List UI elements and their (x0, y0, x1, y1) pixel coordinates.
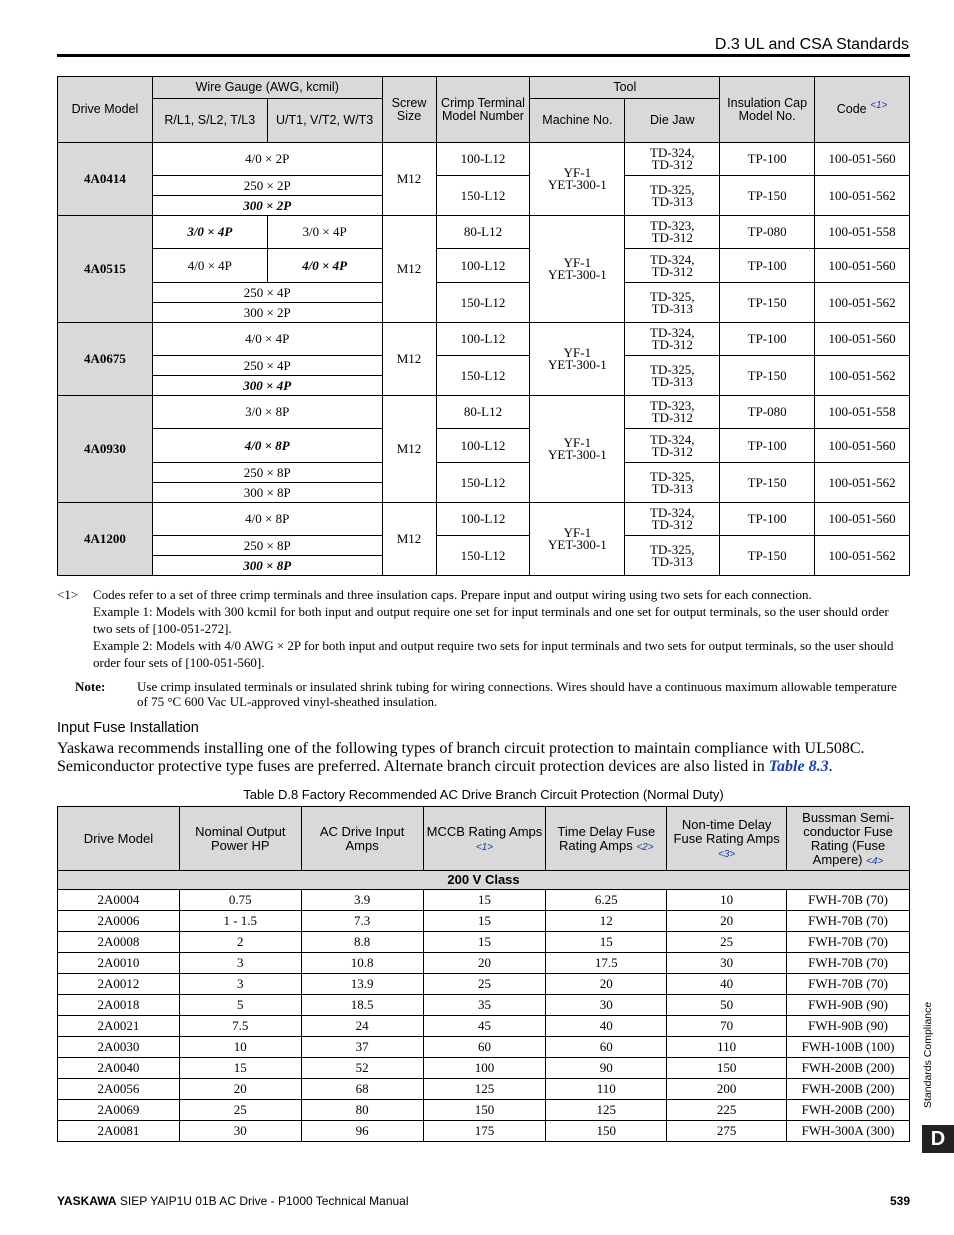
non-time-delay-cell: 50 (667, 995, 787, 1016)
input-amps-cell: 96 (301, 1121, 423, 1142)
wire-gauge-cell: 250 × 8P (152, 463, 382, 483)
die-line: TD-323, (650, 398, 695, 413)
subsection-heading: Input Fuse Installation (57, 720, 199, 736)
drive-model-cell: 2A0004 (58, 890, 180, 911)
code-cell: 100-051-560 (815, 429, 910, 463)
machine-no-cell (530, 216, 625, 323)
non-time-delay-cell: 225 (667, 1100, 787, 1121)
die-line: TD-324, (650, 145, 695, 160)
die-line: TD-312 (651, 230, 693, 245)
drive-model-cell: 2A0081 (58, 1121, 180, 1142)
col-tool: Tool (530, 77, 720, 99)
table-link[interactable]: Table 8.3 (768, 758, 829, 775)
intro-text: Yaskawa recommends installing one of the following types of branch circuit protection to maintain compliance with UL508C. Semiconductor protective type fuses are preferred. Alternate branch circuit protection devices are also listed in (57, 740, 865, 775)
die-line: TD-325, (650, 288, 695, 304)
time-delay-cell: 90 (546, 1058, 667, 1079)
table-row (58, 911, 910, 932)
footnote-ref-1[interactable]: <1> (870, 99, 888, 111)
die-jaw-cell (625, 283, 720, 323)
wire-gauge-cell: 300 × 2P (152, 196, 382, 216)
input-amps-cell: 8.8 (301, 932, 423, 953)
die-line: TD-313 (651, 373, 693, 389)
non-time-delay-label: Non-time Delay Fuse Rating Amps (673, 816, 780, 846)
bussman-cell: FWH-90B (90) (787, 1016, 910, 1037)
die-line: TD-313 (651, 300, 693, 316)
machine-no-cell (530, 143, 625, 216)
machine-line: YET-300-1 (548, 537, 607, 552)
table-row (58, 995, 910, 1016)
bussman-cell: FWH-70B (70) (787, 974, 910, 995)
input-amps-cell: 24 (301, 1016, 423, 1037)
output-power-cell: 25 (179, 1100, 301, 1121)
table-row (58, 932, 910, 953)
machine-line: YET-300-1 (548, 357, 607, 372)
section-title: D.3 UL and CSA Standards (714, 36, 909, 53)
col-time-delay (546, 807, 667, 871)
machine-line: YET-300-1 (548, 267, 607, 282)
wire-gauge-cell: 300 × 8P (152, 483, 382, 503)
output-power-cell: 7.5 (179, 1016, 301, 1037)
voltage-class-row: 200 V Class (58, 871, 910, 890)
insulation-cap-cell: TP-150 (720, 283, 815, 323)
input-amps-cell: 80 (301, 1100, 423, 1121)
screw-size-cell: M12 (382, 396, 436, 503)
die-jaw-cell (625, 503, 720, 536)
drive-model-cell: 2A0012 (58, 974, 180, 995)
output-power-cell: 0.75 (179, 890, 301, 911)
screw-size-cell: M12 (382, 216, 436, 323)
input-amps-cell: 52 (301, 1058, 423, 1079)
machine-line: YF-1 (563, 345, 592, 360)
drive-model-cell: 2A0030 (58, 1037, 180, 1058)
input-amps-cell: 18.5 (301, 995, 423, 1016)
mccb-cell: 35 (423, 995, 546, 1016)
output-power-cell: 20 (179, 1079, 301, 1100)
mccb-label: MCCB Rating Amps (426, 823, 543, 839)
code-cell: 100-051-558 (815, 216, 910, 249)
mccb-cell: 15 (423, 932, 546, 953)
col-machine-no: Machine No. (530, 99, 625, 143)
wire-gauge-cell: 4/0 × 8P (152, 503, 382, 536)
wire-gauge-cell: 250 × 4P (152, 283, 382, 303)
die-jaw-cell (625, 463, 720, 503)
mccb-cell: 15 (423, 911, 546, 932)
footnote-marker: <1> (57, 587, 79, 602)
footnote-example-2: Example 2: Models with 4/0 AWG × 2P for both input and output require two sets for input terminals and two sets for output terminals, so the user should order four sets of [100-051-560]. (93, 638, 894, 670)
col-screw-size: Screw Size (382, 77, 436, 143)
col-bussman (787, 807, 910, 871)
die-line: TD-325, (650, 361, 695, 377)
wire-gauge-cell: 250 × 4P (152, 356, 382, 376)
machine-line: YF-1 (563, 525, 592, 540)
machine-no-cell (530, 323, 625, 396)
drive-model-cell: 4A0675 (58, 323, 153, 396)
die-line: TD-312 (651, 263, 693, 279)
code-cell: 100-051-562 (815, 356, 910, 396)
footnote-example-1: Example 1: Models with 300 kcmil for both input and output require one set for input terminals and one set for output terminals, so the user should order two sets of [100-051-272]. (93, 604, 889, 636)
mccb-cell: 45 (423, 1016, 546, 1037)
input-amps-cell: 7.3 (301, 911, 423, 932)
footnote-text: Codes refer to a set of three crimp terminals and three insulation caps. Prepare input and output wiring using two sets for each connection. (93, 587, 812, 602)
bussman-cell: FWH-70B (70) (787, 890, 910, 911)
input-amps-cell: 3.9 (301, 890, 423, 911)
die-line: TD-324, (650, 431, 695, 447)
insulation-cap-cell: TP-150 (720, 176, 815, 216)
wire-gauge-cell: 3/0 × 8P (152, 396, 382, 429)
screw-size-cell: M12 (382, 143, 436, 216)
die-line: TD-324, (650, 325, 695, 340)
col-input-terminals: R/L1, S/L2, T/L3 (152, 99, 267, 143)
input-wire-cell: 3/0 × 4P (152, 216, 267, 249)
wire-gauge-cell: 300 × 4P (152, 376, 382, 396)
input-amps-cell: 13.9 (301, 974, 423, 995)
mccb-cell: 100 (423, 1058, 546, 1079)
col-drive-model: Drive Model (58, 807, 180, 871)
die-line: TD-323, (650, 218, 695, 233)
crimp-terminal-cell: 100-L12 (436, 249, 530, 283)
output-power-cell: 30 (179, 1121, 301, 1142)
input-amps-cell: 68 (301, 1079, 423, 1100)
code-cell: 100-051-562 (815, 463, 910, 503)
die-line: TD-312 (651, 157, 693, 172)
mccb-cell: 20 (423, 953, 546, 974)
wire-gauge-cell: 4/0 × 2P (152, 143, 382, 176)
insulation-cap-cell: TP-100 (720, 249, 815, 283)
insulation-cap-cell: TP-080 (720, 216, 815, 249)
footnote-ref-4[interactable]: <4> (866, 855, 884, 867)
output-power-cell: 2 (179, 932, 301, 953)
col-drive-model: Drive Model (58, 77, 153, 143)
crimp-terminal-cell: 100-L12 (436, 429, 530, 463)
die-jaw-cell (625, 356, 720, 396)
crimp-terminal-cell: 80-L12 (436, 216, 530, 249)
table-caption: Table D.8 Factory Recommended AC Drive Branch Circuit Protection (Normal Duty) (243, 787, 724, 802)
time-delay-cell: 30 (546, 995, 667, 1016)
bussman-cell: FWH-300A (300) (787, 1121, 910, 1142)
appendix-tab[interactable]: D (922, 1125, 954, 1153)
die-line: TD-313 (651, 193, 693, 209)
crimp-terminal-table (57, 76, 910, 576)
die-line: TD-325, (650, 468, 695, 484)
bussman-cell: FWH-200B (200) (787, 1100, 910, 1121)
output-wire-cell: 3/0 × 4P (267, 216, 382, 249)
table-row (58, 1079, 910, 1100)
drive-model-cell: 4A0930 (58, 396, 153, 503)
footnote-1 (57, 586, 910, 671)
non-time-delay-cell: 40 (667, 974, 787, 995)
col-output-terminals: U/T1, V/T2, W/T3 (267, 99, 382, 143)
time-delay-cell: 6.25 (546, 890, 667, 911)
time-delay-cell: 110 (546, 1079, 667, 1100)
col-crimp-terminal: Crimp Terminal Model Number (436, 77, 530, 143)
non-time-delay-cell: 20 (667, 911, 787, 932)
table-row (58, 1121, 910, 1142)
die-line: TD-325, (650, 541, 695, 557)
intro-end: . (828, 758, 833, 775)
input-wire-cell: 4/0 × 4P (152, 249, 267, 283)
bussman-cell: FWH-70B (70) (787, 932, 910, 953)
drive-model-cell: 2A0040 (58, 1058, 180, 1079)
die-line: TD-312 (651, 410, 693, 425)
machine-line: YF-1 (563, 435, 592, 450)
output-power-cell: 1 - 1.5 (179, 911, 301, 932)
die-jaw-cell (625, 176, 720, 216)
code-cell: 100-051-562 (815, 283, 910, 323)
non-time-delay-cell: 275 (667, 1121, 787, 1142)
non-time-delay-cell: 25 (667, 932, 787, 953)
col-code (815, 77, 910, 143)
insulation-cap-cell: TP-100 (720, 143, 815, 176)
footer-brand: YASKAWA (57, 1194, 117, 1208)
wire-gauge-cell: 300 × 8P (152, 556, 382, 576)
machine-line: YF-1 (563, 165, 592, 180)
die-jaw-cell (625, 249, 720, 283)
crimp-terminal-cell: 150-L12 (436, 176, 530, 216)
note-label: Note: (75, 679, 106, 694)
die-line: TD-312 (651, 443, 693, 459)
footnote-ref-3[interactable]: <3> (718, 848, 736, 860)
insulation-cap-cell: TP-150 (720, 356, 815, 396)
crimp-terminal-cell: 150-L12 (436, 536, 530, 576)
table-row (58, 953, 910, 974)
machine-no-cell (530, 503, 625, 576)
footnote-ref-1[interactable]: <1> (475, 841, 494, 853)
drive-model-cell: 2A0021 (58, 1016, 180, 1037)
insulation-cap-cell: TP-100 (720, 429, 815, 463)
bussman-cell: FWH-90B (90) (787, 995, 910, 1016)
fuse-table (57, 806, 910, 1142)
crimp-terminal-cell: 150-L12 (436, 283, 530, 323)
drive-model-cell: 2A0008 (58, 932, 180, 953)
drive-model-cell: 2A0056 (58, 1079, 180, 1100)
table-row (58, 890, 910, 911)
code-cell: 100-051-558 (815, 396, 910, 429)
code-cell: 100-051-560 (815, 503, 910, 536)
die-line: TD-313 (651, 480, 693, 496)
table-row (58, 1037, 910, 1058)
wire-gauge-cell: 4/0 × 4P (152, 323, 382, 356)
time-delay-cell: 150 (546, 1121, 667, 1142)
non-time-delay-cell: 110 (667, 1037, 787, 1058)
table-row (58, 1100, 910, 1121)
non-time-delay-cell: 70 (667, 1016, 787, 1037)
input-amps-cell: 37 (301, 1037, 423, 1058)
wire-gauge-cell: 250 × 2P (152, 176, 382, 196)
col-non-time-delay (667, 807, 787, 871)
output-power-cell: 3 (179, 974, 301, 995)
time-delay-cell: 60 (546, 1037, 667, 1058)
code-cell: 100-051-562 (815, 536, 910, 576)
machine-line: YET-300-1 (548, 447, 607, 462)
col-insulation-cap: Insulation Cap Model No. (720, 77, 815, 143)
drive-model-cell: 2A0018 (58, 995, 180, 1016)
mccb-cell: 150 (423, 1100, 546, 1121)
machine-no-cell (530, 396, 625, 503)
table-row (58, 974, 910, 995)
crimp-terminal-cell: 150-L12 (436, 356, 530, 396)
page-number: 539 (889, 1194, 910, 1208)
mccb-cell: 175 (423, 1121, 546, 1142)
time-delay-cell: 12 (546, 911, 667, 932)
machine-line: YET-300-1 (548, 177, 607, 192)
output-power-cell: 5 (179, 995, 301, 1016)
note-text: Use crimp insulated terminals or insulated shrink tubing for wiring connections. Wires should have a continuous maximum allowable temperature of 75 °C 600 Vac UL-approved vinyl-sheathed insulation. (137, 679, 897, 709)
mccb-cell: 60 (423, 1037, 546, 1058)
code-cell: 100-051-560 (815, 323, 910, 356)
bussman-cell: FWH-100B (100) (787, 1037, 910, 1058)
output-power-cell: 10 (179, 1037, 301, 1058)
footer (57, 1194, 409, 1208)
die-jaw-cell (625, 323, 720, 356)
side-label (922, 1001, 936, 1122)
footer-title: SIEP YAIP1U 01B AC Drive - P1000 Technical Manual (116, 1194, 409, 1208)
time-delay-label: Time Delay Fuse Rating Amps (557, 823, 656, 853)
time-delay-cell: 40 (546, 1016, 667, 1037)
header-rule (57, 54, 910, 57)
crimp-terminal-cell: 100-L12 (436, 143, 530, 176)
footnote-ref-2[interactable]: <2> (636, 841, 654, 853)
die-line: TD-312 (651, 517, 693, 532)
table-row (58, 1058, 910, 1079)
code-cell: 100-051-562 (815, 176, 910, 216)
insulation-cap-cell: TP-150 (720, 463, 815, 503)
code-cell: 100-051-560 (815, 143, 910, 176)
die-line: TD-313 (651, 553, 693, 569)
wire-gauge-cell: 300 × 2P (152, 303, 382, 323)
non-time-delay-cell: 200 (667, 1079, 787, 1100)
die-line: TD-312 (651, 337, 693, 352)
crimp-terminal-cell: 80-L12 (436, 396, 530, 429)
col-wire-gauge: Wire Gauge (AWG, kcmil) (152, 77, 382, 99)
note (75, 679, 905, 709)
bussman-cell: FWH-70B (70) (787, 911, 910, 932)
die-line: TD-324, (650, 251, 695, 267)
output-wire-cell: 4/0 × 4P (267, 249, 382, 283)
insulation-cap-cell: TP-150 (720, 536, 815, 576)
die-jaw-cell (625, 396, 720, 429)
mccb-cell: 15 (423, 890, 546, 911)
die-jaw-cell (625, 429, 720, 463)
table-row (58, 1016, 910, 1037)
non-time-delay-cell: 10 (667, 890, 787, 911)
screw-size-cell: M12 (382, 323, 436, 396)
code-cell: 100-051-560 (815, 249, 910, 283)
drive-model-cell: 4A1200 (58, 503, 153, 576)
insulation-cap-cell: TP-080 (720, 396, 815, 429)
machine-line: YF-1 (563, 255, 592, 270)
crimp-terminal-cell: 100-L12 (436, 503, 530, 536)
time-delay-cell: 17.5 (546, 953, 667, 974)
crimp-terminal-cell: 100-L12 (436, 323, 530, 356)
drive-model-cell: 2A0069 (58, 1100, 180, 1121)
output-power-cell: 15 (179, 1058, 301, 1079)
output-power-cell: 3 (179, 953, 301, 974)
intro-paragraph (57, 740, 915, 776)
col-output-power: Nominal Output Power HP (179, 807, 301, 871)
crimp-terminal-cell: 150-L12 (436, 463, 530, 503)
insulation-cap-cell: TP-100 (720, 503, 815, 536)
bussman-label: Bussman Semi-conductor Fuse Rating (Fuse Ampere) (802, 809, 894, 867)
bussman-cell: FWH-200B (200) (787, 1079, 910, 1100)
time-delay-cell: 125 (546, 1100, 667, 1121)
non-time-delay-cell: 150 (667, 1058, 787, 1079)
screw-size-cell: M12 (382, 503, 436, 576)
drive-model-cell: 2A0006 (58, 911, 180, 932)
side-label-text: Standards Compliance (922, 1001, 934, 1108)
drive-model-cell: 4A0414 (58, 143, 153, 216)
non-time-delay-cell: 30 (667, 953, 787, 974)
die-jaw-cell (625, 536, 720, 576)
die-jaw-cell (625, 216, 720, 249)
col-mccb (423, 807, 546, 871)
time-delay-cell: 15 (546, 932, 667, 953)
col-die-jaw: Die Jaw (625, 99, 720, 143)
die-line: TD-325, (650, 181, 695, 197)
mccb-cell: 25 (423, 974, 546, 995)
code-label: Code (836, 102, 867, 116)
drive-model-cell: 4A0515 (58, 216, 153, 323)
bussman-cell: FWH-70B (70) (787, 953, 910, 974)
wire-gauge-cell: 250 × 8P (152, 536, 382, 556)
drive-model-cell: 2A0010 (58, 953, 180, 974)
mccb-cell: 125 (423, 1079, 546, 1100)
bussman-cell: FWH-200B (200) (787, 1058, 910, 1079)
input-amps-cell: 10.8 (301, 953, 423, 974)
die-line: TD-324, (650, 505, 695, 520)
col-input-amps: AC Drive Input Amps (301, 807, 423, 871)
wire-gauge-cell: 4/0 × 8P (152, 429, 382, 463)
insulation-cap-cell: TP-100 (720, 323, 815, 356)
time-delay-cell: 20 (546, 974, 667, 995)
die-jaw-cell (625, 143, 720, 176)
